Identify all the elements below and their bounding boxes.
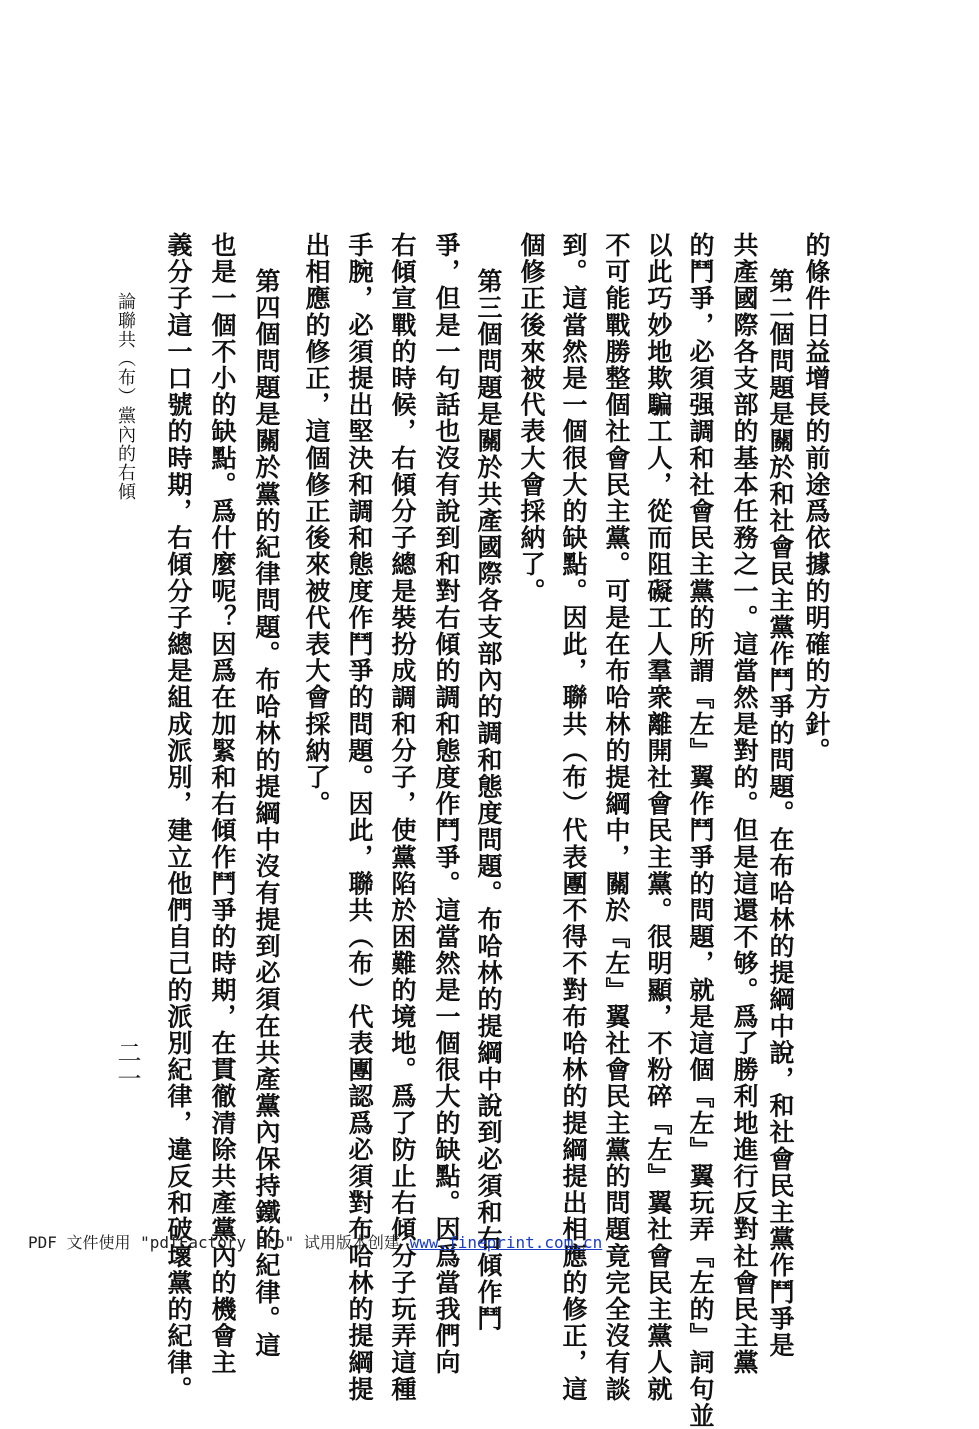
text-column-6: 不可能戰勝整個社會民主黨。可是在布哈林的提綱中，關於『左』翼社會民主黨的問題竟完全沒有談 [602,232,631,1403]
text-column-8: 個修正後來被代表大會採納了。 [517,232,546,605]
footer-text: PDF 文件使用 "pdfFactory Pro" 试用版本创建 [28,1233,410,1252]
text-column-7: 到。這當然是一個很大的缺點。因此，聯共（布）代表團不得不對布哈林的提綱提出相應的修正，這 [559,232,588,1403]
text-column-12: 手腕，必須提出堅決和調和態度作鬥爭的問題。因此，聯共（布）代表團認爲必須對布哈林的提綱提 [345,232,374,1403]
text-column-2: 第二個問題是關於和社會民主黨作鬥爭的問題。在布哈林的提綱中說，和社會民主黨作鬥爭是 [766,268,795,1359]
fineprint-link[interactable]: www.fineprint.com.cn [409,1233,603,1252]
running-head: 論聯共（布）黨內的右傾 [115,292,136,501]
text-column-11: 右傾宣戰的時候，右傾分子總是裝扮成調和分子，使黨陷於困難的境地。爲了防止右傾分子玩弄這種 [388,232,417,1403]
text-column-5: 以此巧妙地欺騙工人，從而阻礙工人羣衆離開社會民主黨。很明顯，不粉碎『左』翼社會民主黨人就 [644,232,673,1403]
text-column-1: 的條件日益增長的前途爲依據的明確的方針。 [802,232,831,764]
text-column-13: 出相應的修正，這個修正後來被代表大會採納了。 [302,232,331,818]
text-column-3: 共產國際各支部的基本任務之一。這當然是對的。但是這還不够。爲了勝利地進行反對社會民主黨 [730,232,759,1376]
text-column-16: 義分子這一口號的時期，右傾分子總是組成派別，建立他們自己的派別紀律，違反和破壞黨的紀律。 [164,232,193,1403]
page-number: 二一 [113,1040,141,1092]
pdf-footer [28,1230,602,1253]
text-column-15: 也是一個不小的缺點。爲什麼呢？因爲在加緊和右傾作鬥爭的時期，在貫徹清除共產黨內的機會主 [208,232,237,1376]
text-column-14: 第四個問題是關於黨的紀律問題。布哈林的提綱中沒有提到必須在共產黨內保持鐵的紀律。這 [252,268,281,1359]
text-column-10: 爭，但是一句話也沒有說到和對右傾的調和態度作鬥爭。這當然是一個很大的缺點。因爲當我們向 [432,232,461,1376]
text-column-9: 第三個問題是關於共產國際各支部內的調和態度問題。布哈林的提綱中說到必須和右傾作鬥 [474,268,503,1332]
text-column-4: 的鬥爭，必須强調和社會民主黨的所謂『左』翼作鬥爭的問題，就是這個『左』翼玩弄『左的』詞句並 [686,232,715,1429]
